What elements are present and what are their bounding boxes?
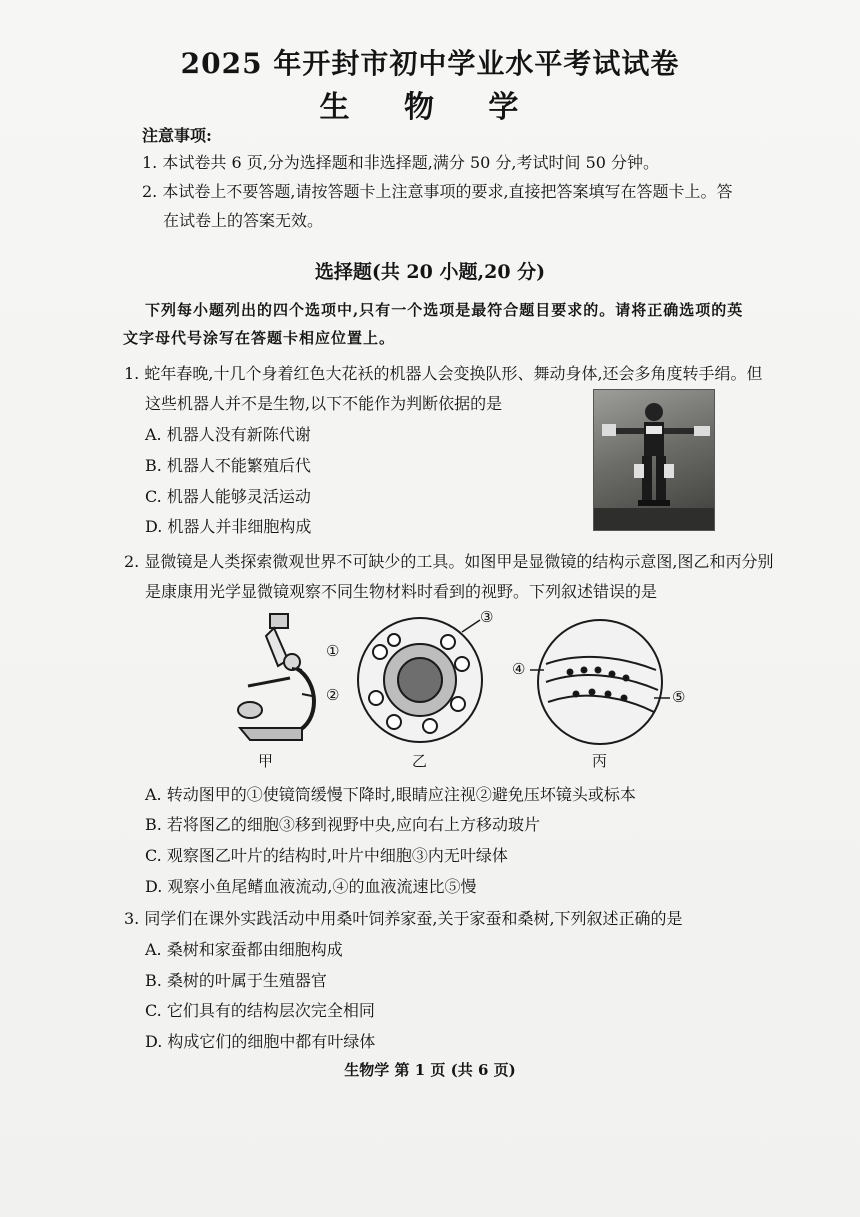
blood-vessel-diagram (530, 620, 670, 744)
q2-option-d: D. 观察小鱼尾鳍血液流动,④的血液流速比⑤慢 (145, 877, 477, 896)
q2-stem-line-2: 是康康用光学显微镜观察不同生物材料时看到的视野。下列叙述错误的是 (145, 582, 658, 601)
microscope-diagram (238, 614, 314, 740)
q1-option-b: B. 机器人不能繁殖后代 (145, 456, 311, 475)
exam-title: 2025 年开封市初中学业水平考试试卷 (180, 47, 680, 80)
figure-label-bing: 丙 (592, 752, 608, 770)
marker-2: ② (326, 686, 340, 704)
q2-option-a: A. 转动图甲的①使镜筒缓慢下降时,眼睛应注视②避免压坏镜头或标本 (145, 785, 636, 804)
figure-label-yi: 乙 (412, 752, 428, 770)
q3-option-a: A. 桑树和家蚕都由细胞构成 (145, 940, 343, 959)
q1-option-d: D. 机器人并非细胞构成 (145, 517, 312, 536)
instruction-line-2: 文字母代号涂写在答题卡相应位置上。 (123, 329, 396, 347)
marker-1: ① (326, 642, 340, 660)
q1-option-a: A. 机器人没有新陈代谢 (145, 425, 311, 444)
notice-item-1: 1. 本试卷共 6 页,分为选择题和非选择题,满分 50 分,考试时间 50 分钟。 (142, 153, 660, 172)
q3-option-d: D. 构成它们的细胞中都有叶绿体 (145, 1032, 376, 1051)
q2-stem-line-1: 2. 显微镜是人类探索微观世界不可缺少的工具。如图甲是显微镜的结构示意图,图乙和丙分别 (124, 552, 774, 571)
notice-item-2: 2. 本试卷上不要答题,请按答题卡上注意事项的要求,直接把答案填写在答题卡上。答 (142, 182, 733, 201)
q1-option-c: C. 机器人能够灵活运动 (145, 487, 311, 506)
q2-option-b: B. 若将图乙的细胞③移到视野中央,应向右上方移动玻片 (145, 815, 541, 834)
q1-stem-line-1: 1. 蛇年春晚,十几个身着红色大花袄的机器人会变换队形、舞动身体,还会多角度转手绢。但 (124, 364, 763, 383)
robot-illustration (594, 390, 714, 530)
microscope-figure (230, 608, 700, 772)
instruction-line-1: 下列每小题列出的四个选项中,只有一个选项是最符合题目要求的。请将正确选项的英 (145, 301, 744, 319)
q3-option-b: B. 桑树的叶属于生殖器官 (145, 971, 327, 990)
page-footer: 生物学 第 1 页 (共 6 页) (344, 1061, 516, 1079)
section-title: 选择题(共 20 小题,20 分) (314, 261, 546, 283)
q1-stem-line-2: 这些机器人并不是生物,以下不能作为判断依据的是 (145, 394, 503, 413)
leaf-section-diagram (358, 618, 482, 742)
figure-label-jia: 甲 (258, 752, 274, 770)
q3-stem: 3. 同学们在课外实践活动中用桑叶饲养家蚕,关于家蚕和桑树,下列叙述正确的是 (124, 909, 683, 928)
marker-3: ③ (480, 608, 494, 626)
q3-option-c: C. 它们具有的结构层次完全相同 (145, 1001, 375, 1020)
exam-subject: 生 物 学 (319, 90, 541, 125)
marker-5: ⑤ (672, 688, 686, 706)
notice-heading: 注意事项: (142, 126, 212, 145)
q2-option-c: C. 观察图乙叶片的结构时,叶片中细胞③内无叶绿体 (145, 846, 508, 865)
marker-4: ④ (512, 660, 526, 678)
robot-photo (593, 389, 715, 531)
figure-drawings (230, 612, 700, 772)
notice-item-2-cont: 在试卷上的答案无效。 (163, 211, 324, 230)
